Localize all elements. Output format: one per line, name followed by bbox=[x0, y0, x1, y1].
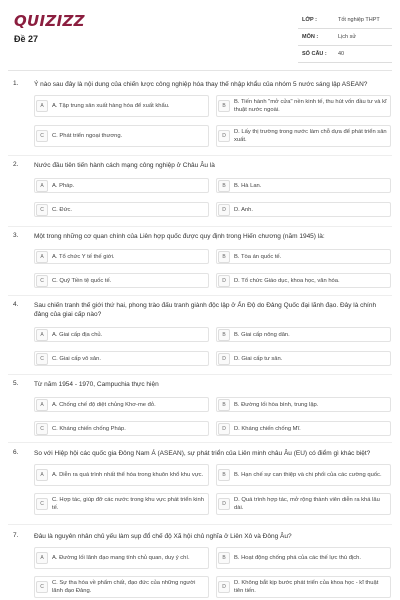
question-text: So với Hiệp hội các quốc gia Đông Nam Á (ASEAN), sự phát triển của Liên minh châu Âu (EU) có điểm gì khác biệt? bbox=[34, 450, 371, 457]
option-letter-badge: C bbox=[36, 498, 48, 510]
option-d[interactable] bbox=[216, 125, 391, 147]
option-text: A. Tổ chức Y tế thế giới. bbox=[52, 253, 115, 260]
option-d[interactable] bbox=[216, 421, 391, 436]
option-a[interactable] bbox=[34, 327, 209, 342]
question-divider bbox=[8, 155, 392, 156]
option-letter-badge: B bbox=[218, 100, 230, 112]
option-b[interactable] bbox=[216, 327, 391, 342]
option-a[interactable] bbox=[34, 249, 209, 264]
meta-row-count bbox=[298, 46, 392, 63]
meta-row-subject bbox=[298, 29, 392, 46]
option-c[interactable] bbox=[34, 202, 209, 217]
option-letter-badge: C bbox=[36, 353, 48, 365]
question-text: Từ năm 1954 - 1970, Campuchia thực hiện bbox=[34, 381, 159, 388]
meta-value: Tốt nghiệp THPT bbox=[338, 17, 380, 23]
option-b[interactable] bbox=[216, 178, 391, 193]
option-b[interactable] bbox=[216, 464, 391, 486]
option-c[interactable] bbox=[34, 421, 209, 436]
option-a[interactable] bbox=[34, 95, 209, 117]
option-letter-badge: D bbox=[218, 275, 230, 287]
option-letter-badge: C bbox=[36, 204, 48, 216]
option-text: D. Quá trình hợp tác, mở rộng thành viên diễn ra khá lâu dài. bbox=[234, 497, 380, 511]
option-text: B. Hạn chế sự can thiệp và chi phối của các cường quốc. bbox=[234, 472, 382, 478]
option-text: B. Đường lối hòa bình, trung lập. bbox=[234, 401, 319, 408]
question-text: Đâu là nguyên nhân chủ yếu làm sụp đổ chế độ Xã hội chủ nghĩa ở Liên Xô và Đông Âu? bbox=[34, 533, 292, 540]
question-number: 6. bbox=[13, 449, 19, 456]
meta-label: LỚP : bbox=[302, 17, 317, 23]
option-b[interactable] bbox=[216, 249, 391, 264]
option-letter-badge: C bbox=[36, 275, 48, 287]
option-letter-badge: A bbox=[36, 399, 48, 411]
option-letter-badge: D bbox=[218, 498, 230, 510]
option-a[interactable] bbox=[34, 178, 209, 193]
option-a[interactable] bbox=[34, 547, 209, 569]
quizizz-logo: QUIZIZZ bbox=[14, 12, 85, 30]
option-c[interactable] bbox=[34, 273, 209, 288]
option-text: C. Phát triển ngoại thương. bbox=[52, 133, 123, 139]
question-text: Một trong những cơ quan chính của Liên hợp quốc được quy định trong Hiến chương (năm 1945) là: bbox=[34, 233, 325, 240]
option-text: C. Hợp tác, giúp đỡ các nước trong khu vực phát triển kinh tế. bbox=[52, 497, 204, 511]
question-divider bbox=[8, 442, 392, 443]
option-letter-badge: D bbox=[218, 204, 230, 216]
option-text: D. Lấy thị trường trong nước làm chỗ dựa để phát triển sản xuất. bbox=[234, 129, 387, 143]
option-text: A. Chống chế độ diệt chủng Khơ-me đỏ. bbox=[52, 401, 156, 408]
option-d[interactable] bbox=[216, 202, 391, 217]
option-text: D. Giai cấp tư sản. bbox=[234, 355, 283, 362]
option-text: C. Quỹ Tiền tệ quốc tế. bbox=[52, 277, 112, 284]
option-letter-badge: D bbox=[218, 423, 230, 435]
option-letter-badge: A bbox=[36, 329, 48, 341]
option-text: B. Hà Lan. bbox=[234, 182, 262, 189]
option-c[interactable] bbox=[34, 576, 209, 598]
option-b[interactable] bbox=[216, 95, 391, 117]
option-text: D. Tổ chức Giáo dục, khoa học, văn hóa. bbox=[234, 277, 340, 284]
option-text: C. Kháng chiến chống Pháp. bbox=[52, 425, 126, 432]
option-letter-badge: D bbox=[218, 581, 230, 593]
option-letter-badge: A bbox=[36, 180, 48, 192]
header-divider bbox=[8, 70, 392, 71]
option-b[interactable] bbox=[216, 547, 391, 569]
option-letter-badge: C bbox=[36, 581, 48, 593]
meta-value: Lịch sử bbox=[338, 34, 357, 40]
option-text: A. Diễn ra quá trình nhất thể hóa trong khuôn khổ khu vực. bbox=[52, 472, 204, 478]
question-divider bbox=[8, 226, 392, 227]
option-letter-badge: D bbox=[218, 130, 230, 142]
option-letter-badge: B bbox=[218, 552, 230, 564]
option-text: B. Tòa án quốc tế. bbox=[234, 253, 282, 260]
question-number: 1. bbox=[13, 80, 19, 87]
question-divider bbox=[8, 374, 392, 375]
option-c[interactable] bbox=[34, 351, 209, 366]
meta-table bbox=[298, 12, 392, 63]
option-letter-badge: B bbox=[218, 399, 230, 411]
option-text: A. Giai cấp địa chủ. bbox=[52, 331, 103, 338]
option-letter-badge: A bbox=[36, 469, 48, 481]
question-number: 7. bbox=[13, 532, 19, 539]
option-letter-badge: C bbox=[36, 130, 48, 142]
option-d[interactable] bbox=[216, 351, 391, 366]
option-letter-badge: A bbox=[36, 552, 48, 564]
question-text: Ý nào sau đây là nội dung của chiến lược công nghiệp hóa thay thế nhập khẩu của nhóm 5 nước sáng lập ASEAN? bbox=[34, 81, 368, 88]
option-letter-badge: B bbox=[218, 251, 230, 263]
option-d[interactable] bbox=[216, 493, 391, 515]
option-a[interactable] bbox=[34, 397, 209, 412]
option-text: C. Sự tha hóa về phẩm chất, đạo đức của những người lãnh đạo Đảng. bbox=[52, 580, 196, 594]
option-text: D. Kháng chiến chống Mĩ. bbox=[234, 425, 301, 432]
option-text: B. Giai cấp nông dân. bbox=[234, 331, 290, 338]
option-c[interactable] bbox=[34, 493, 209, 515]
option-letter-badge: B bbox=[218, 329, 230, 341]
question-text: Sau chiến tranh thế giới thứ hai, phong trào đấu tranh giành độc lập ở Ấn Độ do Đảng Quốc đại lãnh đạo. Đây là chính đảng của giai cấp nào? bbox=[34, 302, 377, 318]
option-letter-badge: A bbox=[36, 100, 48, 112]
question-divider bbox=[8, 295, 392, 296]
option-text: C. Đức. bbox=[52, 206, 72, 213]
question-number: 3. bbox=[13, 232, 19, 239]
question-number: 2. bbox=[13, 161, 19, 168]
question-divider bbox=[8, 524, 392, 525]
question-number: 5. bbox=[13, 380, 19, 387]
option-letter-badge: D bbox=[218, 353, 230, 365]
option-text: D. Anh. bbox=[234, 206, 254, 213]
option-text: A. Tập trung sản xuất hàng hóa để xuất khẩu. bbox=[52, 103, 170, 109]
meta-value: 40 bbox=[338, 51, 345, 57]
option-text: B. Hoạt động chống phá của các thế lực thù địch. bbox=[234, 555, 361, 561]
question-number: 4. bbox=[13, 301, 19, 308]
document-title: Đề 27 bbox=[14, 34, 39, 44]
option-letter-badge: B bbox=[218, 180, 230, 192]
worksheet-header bbox=[0, 0, 400, 68]
option-c[interactable] bbox=[34, 125, 209, 147]
option-b[interactable] bbox=[216, 397, 391, 412]
meta-row-class bbox=[298, 12, 392, 29]
option-text: A. Pháp. bbox=[52, 182, 75, 189]
option-d[interactable] bbox=[216, 273, 391, 288]
option-a[interactable] bbox=[34, 464, 209, 486]
meta-label: SỐ CÂU : bbox=[302, 51, 327, 57]
option-d[interactable] bbox=[216, 576, 391, 598]
option-letter-badge: A bbox=[36, 251, 48, 263]
option-letter-badge: C bbox=[36, 423, 48, 435]
option-letter-badge: B bbox=[218, 469, 230, 481]
meta-label: MÔN : bbox=[302, 34, 319, 40]
option-text: B. Tiến hành "mở cửa" nền kinh tế, thu hút vốn đầu tư và kĩ thuật nước ngoài. bbox=[234, 99, 387, 113]
option-text: C. Giai cấp vô sản. bbox=[52, 355, 101, 362]
option-text: A. Đường lối lãnh đạo mang tính chủ quan, duy ý chí. bbox=[52, 555, 190, 561]
question-text: Nước đầu tiên tiến hành cách mạng công nghiệp ở Châu Âu là bbox=[34, 162, 215, 169]
option-text: D. Không bắt kịp bước phát triển của khoa học - kĩ thuật tiên tiến. bbox=[234, 580, 379, 594]
